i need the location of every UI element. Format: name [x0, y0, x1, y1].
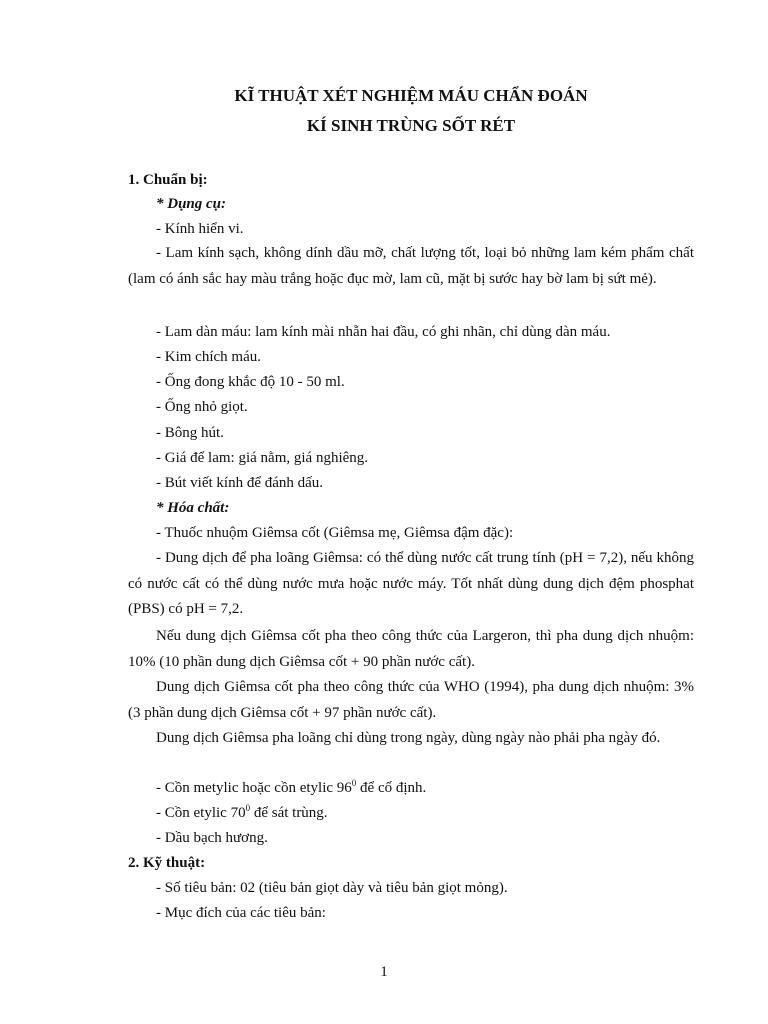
chemicals-paragraph: Dung dịch Giêmsa cốt pha theo công thức của WHO (1994), pha dung dịch nhuộm: 3% (3 phần dung dịch Giêmsa cốt + 97 phần nước cất).	[128, 679, 694, 721]
chemicals-heading: * Hóa chất:	[156, 500, 230, 516]
section-1-heading: 1. Chuẩn bị:	[128, 172, 208, 188]
oil-item: - Dầu bạch hương.	[156, 830, 268, 846]
tools-item: - Ống đong khắc độ 10 - 50 ml.	[156, 374, 345, 390]
section-2-heading: 2. Kỹ thuật:	[128, 855, 206, 871]
page-number: 1	[380, 964, 388, 980]
technique-item: - Số tiêu bản: 02 (tiêu bản giọt dày và tiêu bản giọt mỏng).	[156, 880, 508, 896]
chemicals-item: - Dung dịch để pha loãng Giêmsa: có thể dùng nước cất trung tính (pH = 7,2), nếu không có nước cất có thể dùng nước mưa hoặc nước máy. Tốt nhất dùng dung dịch đệm phosphat (PBS) có pH = 7,2.	[128, 550, 694, 618]
chemicals-item: - Thuốc nhuộm Giêmsa cốt (Giêmsa mẹ, Giêmsa đậm đặc):	[156, 525, 514, 541]
chemicals-paragraph: Nếu dung dịch Giêmsa cốt pha theo công thức của Largeron, thì pha dung dịch nhuộm: 10% (10 phần dung dịch Giêmsa cốt + 90 phần nước cất).	[128, 628, 694, 670]
alcohol-fixing-suffix: để cố định.	[356, 780, 427, 796]
alcohol-sterilize-item	[156, 803, 328, 823]
doc-title-line-1: KĨ THUẬT XÉT NGHIỆM MÁU CHẨN ĐOÁN	[234, 86, 588, 105]
tools-item: - Giá để lam: giá nằm, giá nghiêng.	[156, 450, 369, 466]
doc-title-line-2: KÍ SINH TRÙNG SỐT RÉT	[306, 116, 516, 135]
degree-superscript: 0	[245, 803, 251, 813]
tools-item: - Bông hút.	[156, 425, 224, 441]
tools-item: - Kính hiển vi.	[156, 221, 244, 237]
technique-item: - Mục đích của các tiêu bản:	[156, 905, 326, 921]
tools-item: - Lam kính sạch, không dính dầu mỡ, chất lượng tốt, loại bỏ những lam kém phẩm chất (lam có ánh sắc hay màu trắng hoặc đục mờ, lam cũ, mặt bị sước hay bờ lam bị sứt mẻ).	[128, 245, 694, 287]
alcohol-fixing-text: - Cồn metylic hoặc cồn etylic 96	[156, 780, 352, 796]
tools-item: - Ống nhỏ giọt.	[156, 399, 248, 415]
tools-item: - Kim chích máu.	[156, 349, 261, 365]
degree-superscript: 0	[351, 778, 357, 788]
tools-item: - Bút viết kính để đánh dấu.	[156, 475, 324, 491]
alcohol-sterilize-text: - Cồn etylic 70	[156, 805, 246, 821]
tools-item: - Lam dàn máu: lam kính mài nhẵn hai đầu, có ghi nhãn, chỉ dùng dàn máu.	[156, 324, 611, 340]
tools-heading: * Dụng cụ:	[156, 196, 227, 212]
alcohol-sterilize-suffix: để sát trùng.	[250, 805, 328, 821]
chemicals-paragraph: Dung dịch Giêmsa pha loãng chỉ dùng trong ngày, dùng ngày nào phải pha ngày đó.	[156, 730, 661, 746]
alcohol-fixing-item	[156, 778, 426, 798]
